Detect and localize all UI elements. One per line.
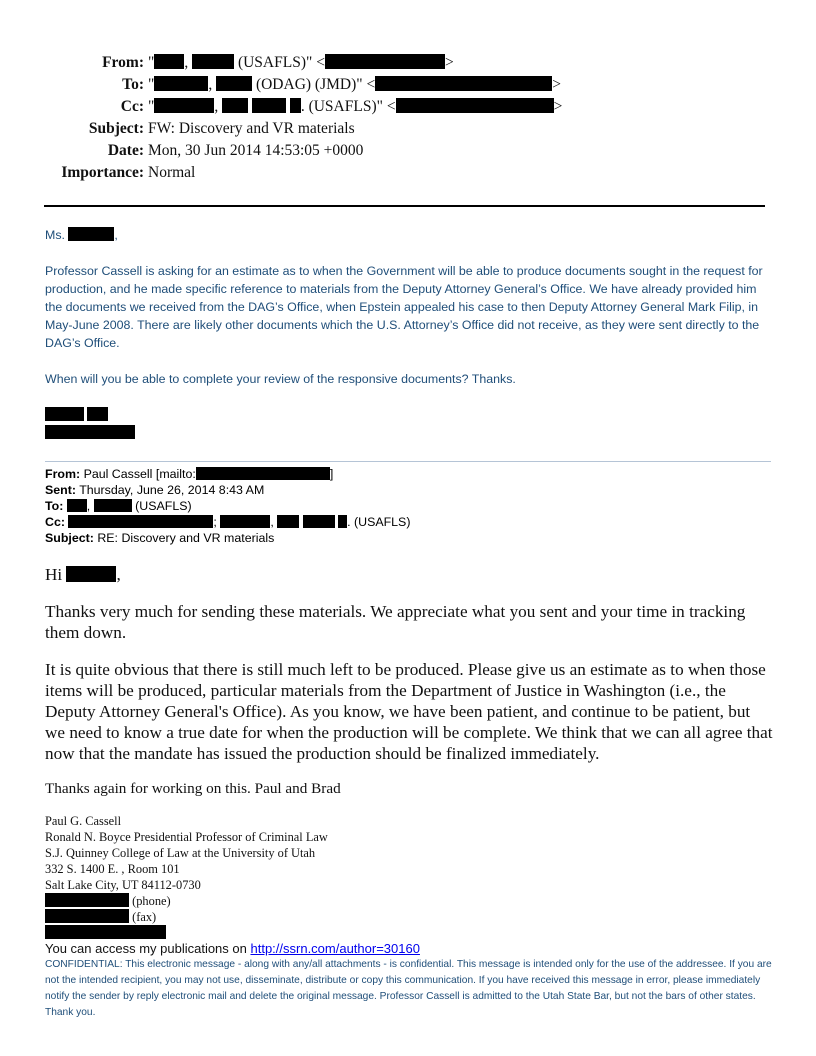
header-subject-value: FW: Discovery and VR materials — [148, 120, 355, 137]
fwd-from-row: From: Paul Cassell [mailto: ] — [45, 467, 334, 481]
signature-address-2: Salt Lake City, UT 84112-0730 — [45, 878, 201, 892]
header-importance-value: Normal — [148, 164, 196, 181]
redaction — [196, 467, 330, 480]
fwd-to-row: To: , (USAFLS) — [45, 499, 192, 513]
header-to-row — [0, 74, 816, 96]
fwd-from-label: From: — [45, 467, 81, 481]
message-greeting: Hi — [45, 565, 63, 584]
redaction — [67, 499, 87, 512]
signature-block — [45, 813, 545, 941]
header-from-label: From: — [102, 54, 144, 71]
header-cc-label: Cc: — [120, 98, 144, 115]
redaction — [192, 54, 234, 69]
header-to-value: (ODAG) (JMD)" — [255, 76, 363, 93]
fwd-subject-label: Subject: — [45, 531, 94, 545]
header-to-label: To: — [122, 76, 144, 93]
fwd-cc-row: Cc: ; , . (USAFLS) — [45, 515, 411, 529]
fwd-subject-value: RE: Discovery and VR materials — [97, 531, 275, 545]
redaction — [87, 407, 108, 421]
redaction — [277, 515, 299, 528]
header-date-label: Date: — [107, 142, 144, 159]
signature-fax: (fax) — [132, 910, 157, 924]
redaction — [154, 76, 208, 91]
redaction — [45, 925, 166, 939]
fwd-to-label: To: — [45, 499, 64, 513]
redaction — [220, 515, 270, 528]
redaction — [252, 98, 286, 113]
header-cc-value: . (USAFLS)" — [300, 98, 383, 115]
fwd-sent-row — [45, 482, 771, 498]
redaction — [375, 76, 552, 91]
redaction — [222, 98, 248, 113]
message-closing: Thanks again for working on this. Paul and Brad — [45, 780, 341, 797]
header-date-row — [0, 140, 816, 162]
reply-greeting: Ms. — [45, 228, 65, 242]
header-subject-label: Subject: — [88, 120, 144, 137]
header-subject-row — [0, 118, 816, 140]
redaction — [68, 515, 213, 528]
reply-paragraph-2: When will you be able to complete your review of the responsive documents? Thanks. — [45, 372, 516, 386]
signature-redacted-row — [45, 925, 545, 941]
redaction — [303, 515, 335, 528]
header-to-value-wrap: " , (ODAG) (JMD)" < > — [148, 76, 561, 93]
signature-fax-row — [45, 909, 545, 925]
publications-link[interactable]: http://ssrn.com/author=30160 — [250, 941, 420, 956]
redaction — [154, 54, 184, 69]
message-paragraph-1: Thanks very much for sending these materials. We appreciate what you sent and your time in tracking them down. — [45, 602, 746, 642]
reply-greeting-line: Ms. , — [45, 228, 118, 242]
redaction — [325, 54, 445, 69]
message-separator — [45, 461, 771, 462]
confidentiality-notice: CONFIDENTIAL: This electronic message - along with any/all attachments - is confidential. This message is intended only for the use of the addressee. If you are not the intended recipient, you may not use, disseminate, distribute or copy this communication. If you have received this message in error, please immediately notify the sender by reply electronic mail and delete the original message. Professor Cassell is admitted to the Utah State Bar, but not the bars of other states. Thank you. — [45, 959, 772, 1018]
publications-text: You can access my publications on — [45, 941, 251, 956]
redaction — [45, 909, 129, 923]
redaction — [338, 515, 347, 528]
redaction — [45, 407, 84, 421]
signature-school: S.J. Quinney College of Law at the University of Utah — [45, 846, 316, 860]
signature-title: Ronald N. Boyce Presidential Professor of Criminal Law — [45, 830, 328, 844]
header-importance-label: Importance: — [61, 164, 144, 181]
publications-line — [45, 941, 420, 956]
fwd-to-value: (USAFLS) — [135, 499, 192, 513]
header-from-value-wrap: " , (USAFLS)" < > — [148, 54, 454, 71]
redaction — [94, 499, 132, 512]
reply-paragraph-1: Professor Cassell is asking for an estimate as to when the Government will be able to produce documents sought in the request for production, and he made specific reference to materials from the Deputy Attorney General’s Office. We have already provided him the documents we received from the DAG’s Office, when Epstein appealed his case to then Deputy Attorney General Mark Filip, in May-June 2008. There are likely other documents which the U.S. Attorney’s Office did not receive, as they were sent directly to the DAG’s Office. — [45, 264, 763, 350]
header-from-value: (USAFLS)" — [237, 54, 313, 71]
signature-phone-row — [45, 893, 545, 909]
signature-name: Paul G. Cassell — [45, 814, 122, 828]
fwd-cc-label: Cc: — [45, 515, 65, 529]
message-greeting-line: Hi , — [45, 565, 121, 584]
message-paragraph-2: It is quite obvious that there is still much left to be produced. Please give us an estimate as to when those items will be produced, particular materials from the Department of Justice in Washington (i.e., the Deputy Attorney General's Office). As you know, we have been patient, and continue to be patient, but we need to know a true date for when the production will be complete. We think that we can all agree that now that the mandate has issued the production should be finalized immediately. — [45, 660, 773, 763]
fwd-sent-value: Thursday, June 26, 2014 8:43 AM — [79, 483, 265, 497]
header-importance-row — [0, 162, 816, 184]
redaction — [66, 566, 116, 582]
header-divider — [44, 205, 765, 207]
header-date-value: Mon, 30 Jun 2014 14:53:05 +0000 — [148, 142, 364, 159]
redaction — [154, 98, 214, 113]
signature-address-1: 332 S. 1400 E. , Room 101 — [45, 862, 180, 876]
redaction — [45, 893, 129, 907]
redaction — [68, 227, 114, 241]
redaction — [45, 425, 135, 439]
header-cc-row — [0, 96, 816, 118]
fwd-from-value: Paul Cassell [mailto: — [83, 467, 196, 481]
fwd-sent-label: Sent: — [45, 483, 76, 497]
redaction — [396, 98, 554, 113]
header-cc-value-wrap: " , . (USAFLS)" < > — [148, 98, 563, 115]
fwd-cc-value: . (USAFLS) — [347, 515, 411, 529]
reply-signature-redacted — [45, 406, 771, 442]
header-from-row — [0, 52, 816, 74]
fwd-subject-row — [45, 530, 771, 546]
redaction — [216, 76, 252, 91]
signature-phone: (phone) — [132, 894, 171, 908]
redaction — [290, 98, 301, 113]
